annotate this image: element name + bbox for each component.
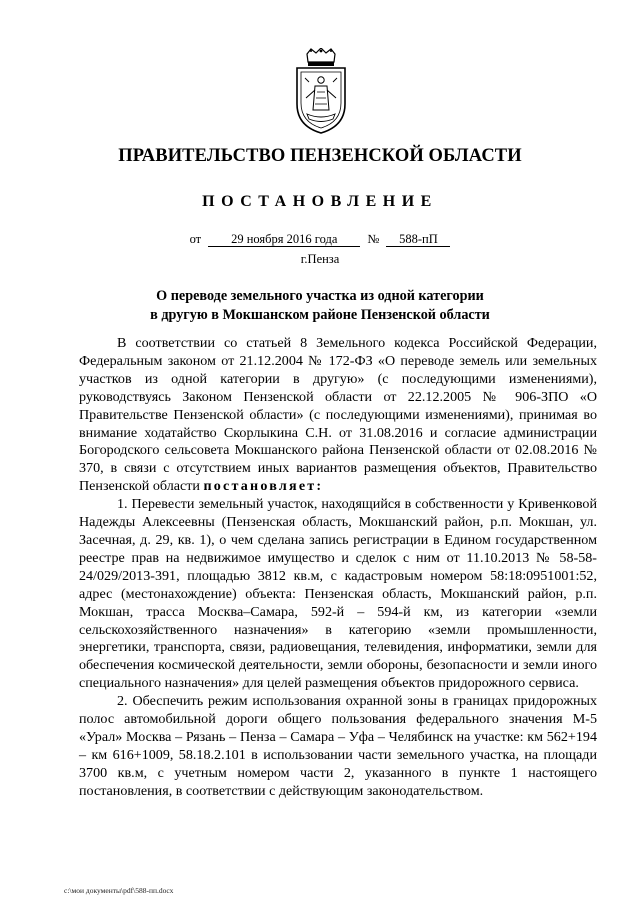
document-date: 29 ноября 2016 года (208, 232, 360, 247)
date-prefix: от (189, 232, 202, 246)
paragraph-item-2: 2. Обеспечить режим использования охранной зоны в границах придорожных полос автомобильной дороги общего пользования федерального значения М-5 «Урал» Москва – Рязань – Пенза – Самара – Уфа – Челябинск на участке: км 562+194 – км 616+1009, 58.18.2.101 в использовании части земельного участка, на площади 3700 кв.м, с учетным номером части 2, указанного в пункте 1 настоящего постановления, в соответствии с действующим законодательством. (79, 693, 597, 799)
city-name: г.Пенза (300, 252, 340, 266)
government-title: ПРАВИТЕЛЬСТВО ПЕНЗЕНСКОЙ ОБЛАСТИ (118, 146, 522, 166)
coat-of-arms-emblem (293, 48, 349, 134)
resolution-keyword: постановляет: (203, 478, 324, 495)
number-prefix: № (367, 232, 380, 246)
document-number: 588-пП (386, 232, 450, 247)
file-path-footer: c:\мои документы\pdf\588-пп.docx (64, 886, 174, 895)
paragraph-item-1: 1. Перевести земельный участок, находящийся в собственности у Кривенковой Надежды Алексеевны (Пензенская область, Мокшанский район, р.п. Мокшан, ул. Засечная, д. 29, кв. 1), о чем сделана запись регистрации в Едином государственном реестре прав на недвижимое имущество и сделок с ним от 11.10.2013 № 58-58-24/029/2013-391, площадью 3812 кв.м, с кадастровым номером 58:18:0951001:52, адрес (местонахождение) объекта: Пензенская область, Мокшанский район, р.п. Мокшан, трасса Москва–Самара, 592-й – 594-й км, из категории «земли сельскохозяйственного назначения» в категорию «земли промышленности, энергетики, транспорта, связи, радиовещания, телевидения, информатики, земли для обеспечения космической деятельности, земли обороны, безопасности и земли иного специального назначения» для целей размещения объектов придорожного сервиса. (79, 496, 597, 692)
paragraph-preamble (79, 335, 597, 496)
subject-line-2: в другую в Мокшанском районе Пензенской области (150, 306, 490, 323)
subject-line-1: О переводе земельного участка из одной категории (156, 288, 484, 304)
document-body (79, 335, 597, 801)
preamble-text: В соответствии со статьей 8 Земельного кодекса Российской Федерации, Федеральным законом от 21.12.2004 № 172-ФЗ «О переводе земель или земельных участков из одной категории в другую» (с последующими изменениями), руководствуясь Законом Пензенской области от 22.12.2005 № 906-ЗПО «О Правительстве Пензенской области» (с последующими изменениями), принимая во внимание ходатайство Скорлыкина С.Н. от 31.08.2016 и согласие администрации Богородского сельсовета Мокшанского района Пензенской области от 02.08.2016 № 370, в связи с отсутствием иных вариантов размещения объектов, Правительство Пензенской области (79, 335, 597, 495)
date-number-line (0, 232, 640, 247)
document-type-heading: ПОСТАНОВЛЕНИЕ (202, 193, 438, 210)
document-subject (0, 287, 640, 324)
